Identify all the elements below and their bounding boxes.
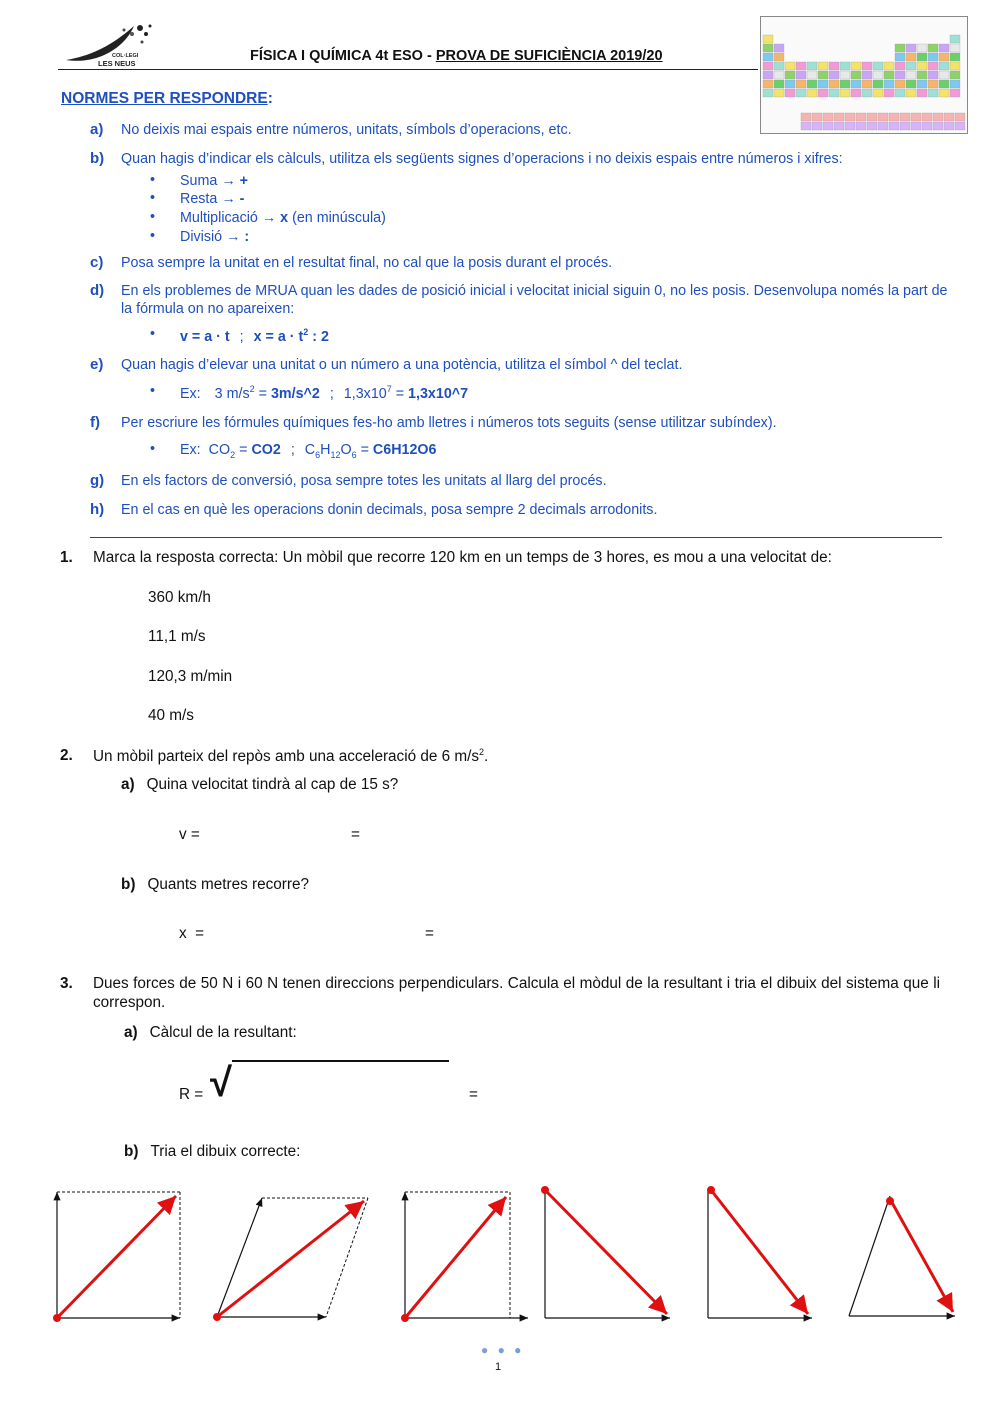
question-number: 3. (60, 975, 73, 992)
example-answer: 3m/s^2 (270, 385, 320, 402)
page-dots-icon: ● ● ● (481, 1343, 525, 1357)
rule-letter: a) (90, 121, 104, 138)
sub-letter: b) (121, 876, 136, 893)
chem-subscript: 2 (230, 449, 236, 460)
diagram-option-3[interactable] (401, 1192, 528, 1322)
sub-letter: a) (121, 776, 135, 793)
question-number: 1. (60, 549, 73, 566)
chem-symbol: C (304, 442, 316, 458)
resultant-equals: = (469, 1086, 478, 1103)
chem-symbol: O (340, 442, 352, 458)
rule-text: Quan hagis d’elevar una unitat o un número a una potència, utilitza el símbol ^ del teclat. (121, 357, 683, 373)
position-lhs: x = (179, 925, 205, 942)
origin-point (886, 1197, 894, 1205)
rule-text: En el cas en què les operacions donin decimals, posa sempre 2 decimals arrodonits. (121, 502, 658, 518)
answer-option-3[interactable]: 120,3 m/min (148, 668, 233, 685)
velocity-lhs: v = (179, 826, 200, 843)
equals: = (356, 442, 373, 458)
question-text-main: Un mòbil parteix del repòs amb una acceleració de 6 m/s (93, 748, 480, 766)
op-note: (en minúscula) (292, 210, 386, 226)
example-label: Ex: (180, 385, 201, 402)
rules-title-colon: : (267, 90, 273, 107)
rule-letter: f) (90, 414, 100, 431)
rule-text: Quan hagis d’indicar els càlculs, utilitza els següents signes d’operacions i no deixis espais entre números i xifres: (121, 151, 843, 167)
example-value: 1,3x10 (343, 385, 387, 402)
arrow-right-icon: → (221, 173, 236, 189)
example-answer: CO2 (251, 442, 281, 458)
chem-subscript: 6 (351, 449, 357, 460)
origin-point (541, 1186, 549, 1194)
resultant-vector (405, 1197, 506, 1318)
chem-symbol: H (320, 442, 331, 458)
sub-letter: a) (124, 1024, 138, 1041)
resultant-lhs: R = (179, 1086, 204, 1103)
chem-subscript: 12 (330, 449, 341, 460)
origin-point (53, 1314, 61, 1322)
sub-text: Quina velocitat tindrà al cap de 15 s? (146, 776, 399, 793)
answer-option-4[interactable]: 40 m/s (148, 707, 194, 724)
example-value: 3 m/s (214, 385, 250, 402)
formula-part: : 2 (308, 328, 329, 345)
separator: ; (239, 328, 244, 345)
rule-text: En els factors de conversió, posa sempre totes les unitats al llarg del procés. (121, 473, 607, 489)
origin-point (707, 1186, 715, 1194)
op-sign: x (280, 210, 289, 226)
rule-text: No deixis mai espais entre números, unitats, símbols d’operacions, etc. (121, 122, 572, 138)
op-name: Resta (180, 191, 218, 207)
diagram-option-4[interactable] (541, 1186, 670, 1318)
diagram-option-5[interactable] (707, 1186, 812, 1318)
answer-option-1[interactable]: 360 km/h (148, 589, 211, 606)
op-name: Suma (180, 173, 218, 189)
title-exam: PROVA DE SUFICIÈNCIA 2019/20 (435, 48, 663, 64)
question-text: Marca la resposta correcta: Un mòbil que recorre 120 km en un temps de 3 hores, es mou a una velocitat de: (93, 549, 832, 566)
diagram-option-6[interactable] (849, 1196, 955, 1316)
example-exponent: 7 (386, 384, 392, 394)
diagram-option-2[interactable] (213, 1198, 368, 1321)
sub-text: Tria el dibuix correcte: (150, 1143, 301, 1160)
op-sign: : (244, 229, 250, 245)
sub-text: Quants metres recorre? (147, 876, 309, 893)
question-number: 2. (60, 747, 73, 764)
separator: ; (329, 385, 334, 402)
exponent: 2 (479, 747, 485, 757)
example-label: Ex: (180, 442, 201, 458)
chem-subscript: 6 (315, 449, 321, 460)
rule-letter: e) (90, 356, 104, 373)
rule-letter: c) (90, 254, 104, 271)
op-name: Divisió (180, 229, 223, 245)
rules-title-text: NORMES PER RESPONDRE (61, 90, 268, 107)
op-sign: + (239, 173, 248, 189)
formula-exponent: 2 (303, 327, 309, 337)
sub-letter: b) (124, 1143, 139, 1160)
equals: = (391, 385, 409, 402)
example-exponent: 2 (249, 384, 255, 394)
equals: = (254, 385, 271, 402)
rule-letter: h) (90, 501, 105, 518)
sub-text: Càlcul de la resultant: (149, 1024, 297, 1041)
position-equals: = (425, 925, 434, 942)
velocity-formula: v = a · t (180, 328, 230, 345)
diagram-option-1[interactable] (53, 1192, 180, 1322)
velocity-equals: = (351, 826, 360, 843)
arrow-right-icon: → (261, 210, 277, 226)
chem-symbol: CO (208, 442, 231, 458)
title-subject: FÍSICA I QUÍMICA 4t ESO - (250, 48, 436, 64)
origin-point (401, 1314, 409, 1322)
rule-text: Posa sempre la unitat en el resultat final, no cal que la posis durant el procés. (121, 255, 613, 271)
question-text-end: . (484, 748, 489, 766)
rule-text: En els problemes de MRUA quan les dades de posició inicial i velocitat inicial siguin 0, no les posis. Desenvolupa només la part de la fórmula on no apareixen: (121, 283, 948, 317)
resultant-vector (545, 1190, 667, 1314)
resultant-vector (711, 1190, 808, 1314)
example-answer: 1,3x10^7 (408, 385, 469, 402)
rule-letter: d) (90, 282, 105, 299)
origin-point (213, 1313, 221, 1321)
arrow-right-icon: → (226, 229, 241, 245)
formula-part: x = a · t (253, 328, 304, 345)
resultant-vector (57, 1196, 176, 1318)
page-number: 1 (495, 1361, 502, 1373)
arrow-right-icon: → (221, 191, 236, 207)
school-name-line1: COL·LEGI (112, 53, 139, 59)
school-name-line2: LES NEUS (98, 59, 136, 68)
sqrt-symbol-icon: √ (210, 1061, 232, 1105)
rule-text: Per escriure les fórmules químiques fes-ho amb lletres i números tots seguits (sense utilitzar subíndex). (121, 415, 777, 431)
equals: = (235, 442, 252, 458)
rule-letter: g) (90, 472, 105, 489)
resultant-vector (890, 1199, 953, 1312)
example-answer: C6H12O6 (372, 442, 437, 458)
force-vector (849, 1196, 890, 1316)
op-name: Multiplicació (180, 210, 258, 226)
rule-letter: b) (90, 150, 105, 167)
separator: ; (290, 442, 295, 458)
answer-option-2[interactable]: 11,1 m/s (148, 628, 206, 645)
op-sign: - (239, 191, 245, 207)
question-text: Dues forces de 50 N i 60 N tenen direccions perpendiculars. Calcula el mòdul de la resultant i tria el dibuix del sistema que li correspon. (93, 975, 940, 1011)
